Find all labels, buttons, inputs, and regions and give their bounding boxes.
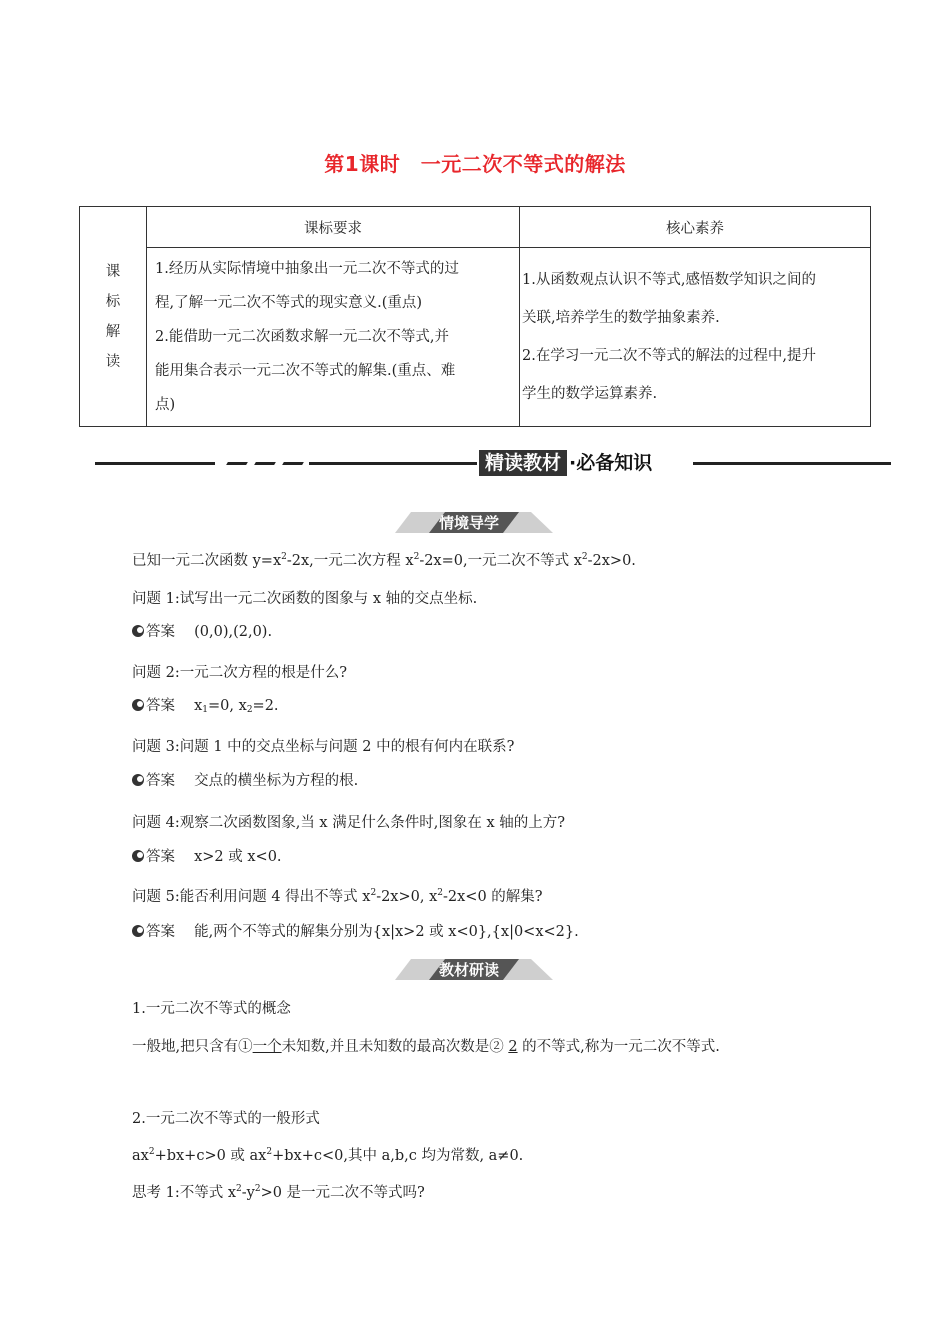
s1-b: 未知数,并且未知数的最高次数是②	[281, 1039, 509, 1055]
side-char: 解	[105, 323, 121, 340]
side-char: 标	[105, 293, 121, 310]
intro-b: -2x,一元二次方程 x	[286, 553, 414, 569]
section-1-body	[132, 1036, 720, 1058]
intro-d: -2x>0.	[587, 553, 636, 569]
col1-line: 能用集合表示一元二次不等式的解集.(重点、难	[155, 363, 456, 379]
s2-b: +bx+c>0 或 ax	[154, 1148, 267, 1164]
page-title: 第1课时 一元二次不等式的解法	[324, 152, 626, 176]
answer-icon	[132, 850, 144, 862]
answer-icon	[132, 625, 144, 637]
col1-cell	[147, 248, 520, 427]
s2-a: ax	[132, 1148, 149, 1164]
question-4: 问题 4:观察二次函数图象,当 x 满足什么条件时,图象在 x 轴的上方?	[132, 815, 566, 831]
answer-3	[132, 770, 358, 792]
banner-situation	[395, 512, 555, 534]
answer-text: (0,0),(2,0).	[194, 624, 273, 640]
s1-c: 的不等式,称为一元二次不等式.	[517, 1039, 720, 1055]
col1-line: 2.能借助一元二次函数求解一元二次不等式,并	[155, 329, 449, 345]
section-band-box: 精读教材	[479, 450, 567, 476]
think-1	[132, 1182, 425, 1204]
col1-line: 点)	[155, 397, 176, 413]
banner-text: 情境导学	[439, 514, 500, 532]
sup: 2	[370, 888, 377, 898]
answer-label: 答案	[146, 924, 175, 940]
sub: 1	[202, 705, 209, 715]
sup: 2	[148, 1147, 155, 1157]
band-dash	[282, 462, 304, 465]
t1-c: >0 是一元二次不等式吗?	[260, 1185, 425, 1201]
band-dash	[254, 462, 276, 465]
band-rule-mid	[309, 462, 477, 465]
a2-x: x	[194, 698, 203, 714]
answer-label: 答案	[146, 773, 175, 789]
answer-text: 能,两个不等式的解集分别为{x|x>2 或 x<0},{x|0<x<2}.	[194, 924, 579, 940]
section-1-title: 1.一元二次不等式的概念	[132, 1001, 291, 1017]
answer-1	[132, 621, 272, 643]
answer-label: 答案	[146, 698, 175, 714]
section-2-body	[132, 1145, 523, 1167]
banner-textbook	[395, 959, 555, 981]
col2-line: 关联,培养学生的数学抽象素养.	[522, 310, 720, 326]
answer-icon	[132, 774, 144, 786]
intro-line	[132, 550, 636, 572]
col2-line: 学生的数学运算素养.	[522, 386, 658, 402]
answer-text: x>2 或 x<0.	[194, 849, 282, 865]
section-band-label	[479, 450, 652, 476]
a2-e: =2.	[252, 698, 279, 714]
s2-c: +bx+c<0,其中 a,b,c 均为常数, a≠0.	[272, 1148, 524, 1164]
a2-m: =0, x	[208, 698, 247, 714]
band-rule-left	[95, 462, 215, 465]
sup: 2	[437, 888, 443, 898]
blank-answer-1: 一个	[252, 1039, 282, 1055]
answer-icon	[132, 925, 144, 937]
sup: 2	[581, 552, 588, 562]
answer-4	[132, 846, 282, 868]
sup: 2	[413, 552, 420, 562]
answer-label: 答案	[146, 624, 175, 640]
t1-b: -y	[241, 1185, 255, 1201]
sup: 2	[281, 552, 287, 562]
col2-header: 核心素养	[520, 207, 871, 248]
intro-a: 已知一元二次函数 y=x	[132, 553, 282, 569]
intro-c: -2x=0,一元二次不等式 x	[419, 553, 582, 569]
col1-line: 程,了解一元二次不等式的现实意义.(重点)	[155, 295, 423, 311]
col2-cell	[520, 248, 871, 427]
side-char: 读	[105, 353, 121, 370]
s1-a: 一般地,把只含有①	[132, 1039, 253, 1055]
answer-2	[132, 695, 279, 717]
q5-c: -2x<0 的解集?	[443, 889, 543, 905]
sup: 2	[266, 1147, 273, 1157]
answer-5	[132, 921, 579, 943]
question-5	[132, 886, 543, 908]
curriculum-table	[79, 206, 871, 427]
q5-b: -2x>0, x	[376, 889, 438, 905]
band-rule-right	[693, 462, 891, 465]
section-band-rest: ·必备知识	[569, 452, 653, 474]
sup: 2	[236, 1184, 242, 1194]
question-1: 问题 1:试写出一元二次函数的图象与 x 轴的交点坐标.	[132, 591, 478, 607]
col1-line: 1.经历从实际情境中抽象出一元二次不等式的过	[155, 261, 459, 277]
t1-a: 思考 1:不等式 x	[132, 1185, 237, 1201]
col2-line: 1.从函数观点认识不等式,感悟数学知识之间的	[522, 272, 816, 288]
blank-answer-2: 2	[508, 1039, 518, 1055]
answer-label: 答案	[146, 849, 175, 865]
side-char: 课	[105, 263, 121, 280]
section-2-title: 2.一元二次不等式的一般形式	[132, 1111, 320, 1127]
q5-a: 问题 5:能否利用问题 4 得出不等式 x	[132, 889, 371, 905]
sub: 2	[246, 705, 253, 715]
col1-header: 课标要求	[147, 207, 520, 248]
question-2: 问题 2:一元二次方程的根是什么?	[132, 665, 347, 681]
band-dash	[226, 462, 248, 465]
answer-text: 交点的横坐标为方程的根.	[194, 773, 359, 789]
sup: 2	[254, 1184, 261, 1194]
table-side-label	[80, 207, 147, 427]
answer-icon	[132, 699, 144, 711]
section-band	[95, 449, 891, 479]
col2-line: 2.在学习一元二次不等式的解法的过程中,提升	[522, 348, 816, 364]
banner-text: 教材研读	[439, 961, 500, 979]
question-3: 问题 3:问题 1 中的交点坐标与问题 2 中的根有何内在联系?	[132, 739, 515, 755]
